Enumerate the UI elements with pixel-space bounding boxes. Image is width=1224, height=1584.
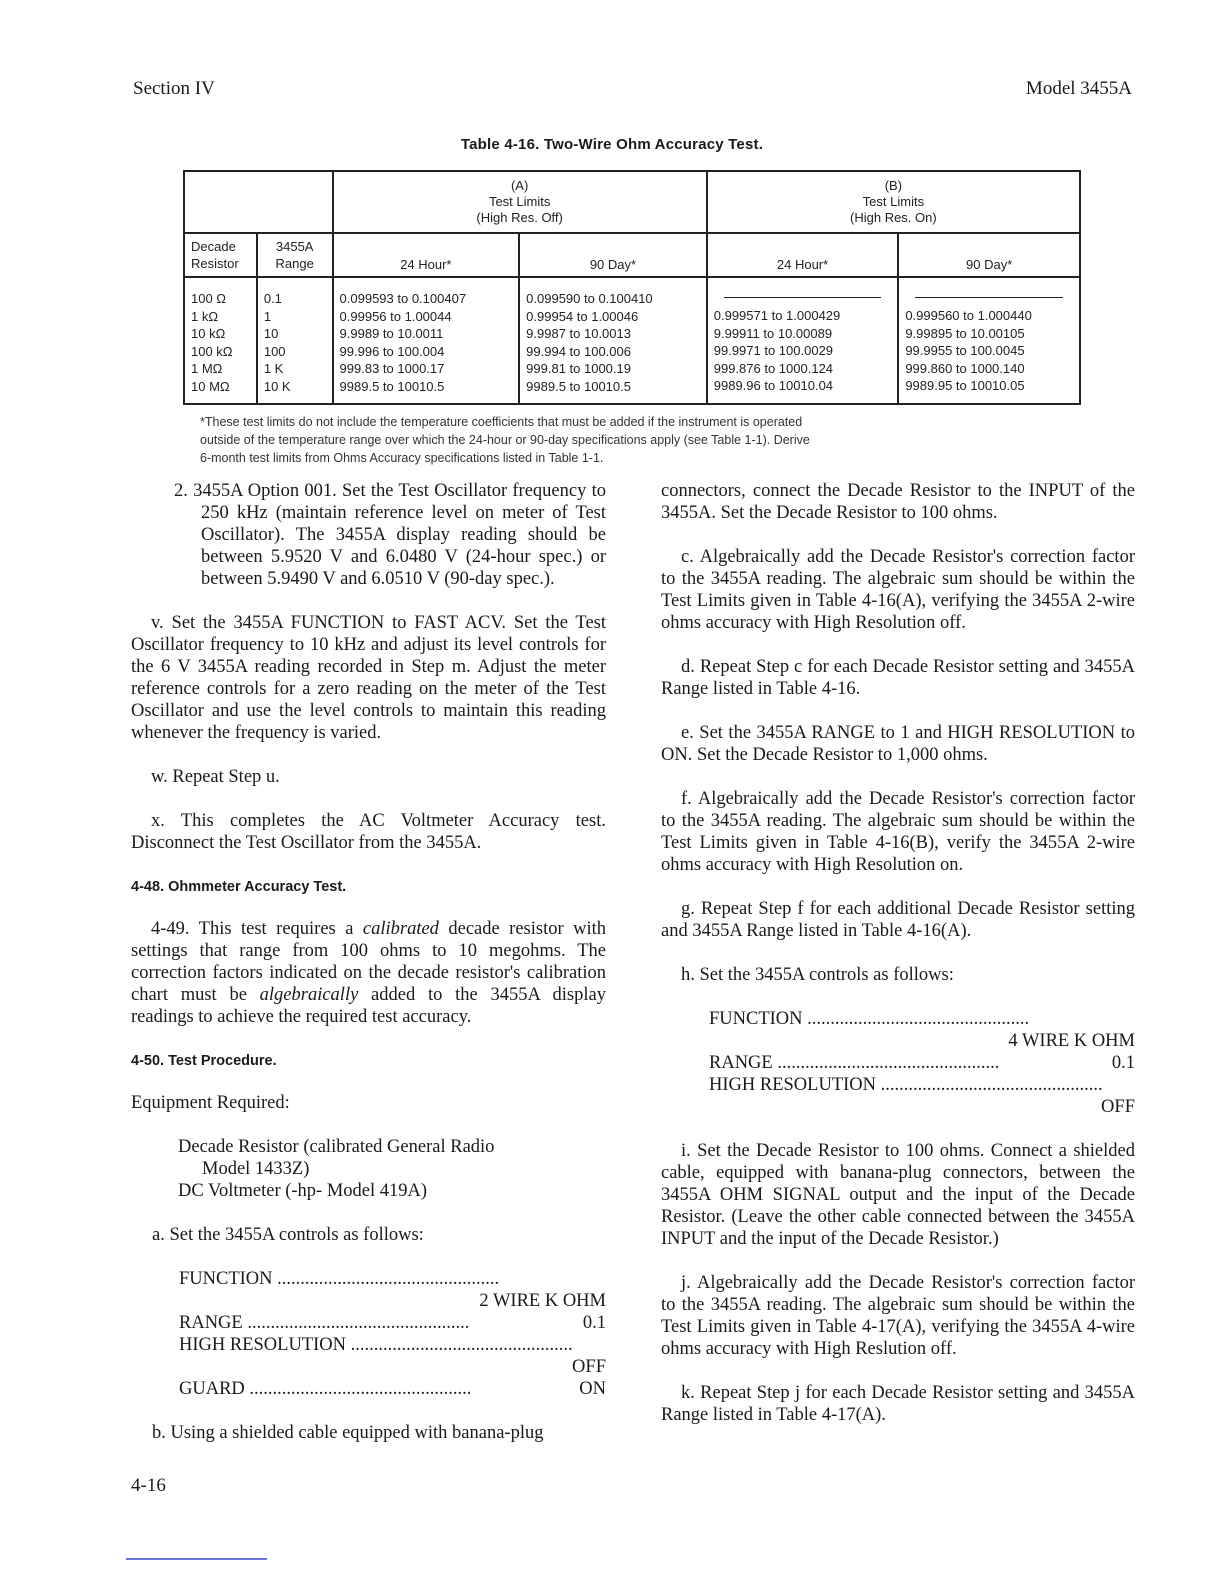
step-w-paragraph: w. Repeat Step u. xyxy=(151,767,280,787)
group-b-header: (B) Test Limits (High Res. On) xyxy=(707,171,1080,233)
decade-resistor-header: Decade Resistor xyxy=(184,233,257,277)
b-24-hour-column: 0.999571 to 1.000429 9.99911 to 10.00089 99.9971 to 100.0029 999.876 to 1000.124 9989.96 to 10010.04 xyxy=(707,277,899,404)
step-x-paragraph: x. This completes the AC Voltmeter Accuracy test. Disconnect the Test Oscillator from the 3455A. xyxy=(131,811,606,853)
step-c-paragraph: c. Algebraically add the Decade Resistor's correction factor to the 3455A reading. The algebraic sum should be within the Test Limits given in Table 4-16(A), verifying the 3455A 2-wire ohms accuracy with High Resolution off. xyxy=(661,547,1135,633)
a-24-hour-column: 0.099593 to 0.100407 0.99956 to 1.00044 9.9989 to 10.0011 99.996 to 100.004 999.83 to 1000.17 9989.5 to 10010.5 xyxy=(333,277,520,404)
not-applicable-dash xyxy=(724,297,880,298)
step-f-paragraph: f. Algebraically add the Decade Resistor's correction factor to the 3455A reading. The algebraic sum should be within the Test Limits given in Table 4-16(B), verify the 3455A 2-wire ohms accuracy with High Resolution on. xyxy=(661,789,1135,875)
a-90-day-header: 90 Day* xyxy=(519,233,707,277)
step-e-paragraph: e. Set the 3455A RANGE to 1 and HIGH RESOLUTION to ON. Set the Decade Resistor to 1,000 ohms. xyxy=(661,723,1135,765)
setting-row: FUNCTION ................................................ 4 WIRE K OHM xyxy=(709,1009,1135,1051)
setting-row: RANGE ................................................ 0.1 xyxy=(709,1053,1135,1073)
a-90-day-column: 0.099590 to 0.100410 0.99954 to 1.00046 9.9987 to 10.0013 99.994 to 100.006 999.81 to 1000.19 9989.5 to 10010.5 xyxy=(519,277,707,404)
page-number: 4-16 xyxy=(131,1475,166,1496)
step-i-paragraph: i. Set the Decade Resistor to 100 ohms. Connect a shielded cable, equipped with banana-plug connectors, between the 3455A OHM SIGNAL output and the input of the Decade Resistor. (Leave the other cable connected between the 3455A INPUT and the input of the Decade Resistor.) xyxy=(661,1141,1135,1249)
setting-row: FUNCTION ................................................ 2 WIRE K OHM xyxy=(179,1269,606,1311)
left-column xyxy=(131,480,606,1466)
right-column xyxy=(661,480,1135,1448)
heading-4-48: 4-48. Ohmmeter Accuracy Test. xyxy=(131,879,347,895)
ohm-accuracy-table xyxy=(183,170,1081,405)
decade-resistor-column: 100 Ω 1 kΩ 10 kΩ 100 kΩ 1 MΩ 10 MΩ xyxy=(184,277,257,404)
heading-4-50: 4-50. Test Procedure. xyxy=(131,1053,277,1069)
step-g-paragraph: g. Repeat Step f for each additional Decade Resistor setting and 3455A Range listed in Table 4-16(A). xyxy=(661,899,1135,941)
step-b-continued-paragraph: connectors, connect the Decade Resistor to the INPUT of the 3455A. Set the Decade Resistor to 100 ohms. xyxy=(661,481,1135,523)
setting-row: HIGH RESOLUTION ................................................ OFF xyxy=(179,1335,606,1377)
b-24-hour-header: 24 Hour* xyxy=(707,233,899,277)
b-90-day-column: 0.999560 to 1.000440 9.99895 to 10.00105 99.9955 to 100.0045 999.860 to 1000.140 9989.95 to 10010.05 xyxy=(898,277,1080,404)
paragraph-4-49: 4-49. This test requires a calibrated decade resistor with settings that range from 100 ohms to 10 megohms. The correction factors indicated on the decade resistor's calibration chart must be algebraically added to the 3455A display readings to achieve the required test accuracy. xyxy=(131,919,606,1027)
model-label: Model 3455A xyxy=(1025,78,1132,99)
range-column: 0.1 1 10 100 1 K 10 K xyxy=(257,277,333,404)
step-h-paragraph: h. Set the 3455A controls as follows: xyxy=(681,965,954,985)
step-2-paragraph: 2. 3455A Option 001. Set the Test Oscillator frequency to 250 kHz (maintain reference level on meter of Test Oscillator). The 3455A display reading should be between 5.9520 V and 6.0480 V (24-hour spec.) or between 5.9490 V and 6.0510 V (90-day spec.). xyxy=(174,481,606,589)
table-title: Table 4-16. Two-Wire Ohm Accuracy Test. xyxy=(460,136,764,153)
accent-line xyxy=(126,1558,267,1560)
table-footnote: *These test limits do not include the temperature coefficients that must be added if the instrument is operated outside of the temperature range over which the 24-hour or 90-day specifications apply (see Table 1-1). Derive 6-month test limits from Ohms Accuracy specifications listed in Table 1-1. xyxy=(200,415,810,465)
settings-list-h xyxy=(709,1008,1135,1118)
b-90-day-header: 90 Day* xyxy=(898,233,1080,277)
step-j-paragraph: j. Algebraically add the Decade Resistor's correction factor to the 3455A reading. The algebraic sum should be within the Test Limits given in Table 4-17(A), verifying the 3455A 4-wire ohms accuracy with High Reslution off. xyxy=(661,1273,1135,1359)
step-v-paragraph: v. Set the 3455A FUNCTION to FAST ACV. Set the Test Oscillator frequency to 10 kHz and adjust its level controls for the 6 V 3455A reading recorded in Step m. Adjust the meter reference controls for a zero reading on the meter of the Test Oscillator and use the level controls to maintain this reading whenever the frequency is varied. xyxy=(131,613,606,743)
step-b-paragraph: b. Using a shielded cable equipped with banana-plug xyxy=(152,1423,544,1443)
settings-list-a xyxy=(179,1268,606,1400)
group-a-header: (A) Test Limits (High Res. Off) xyxy=(333,171,707,233)
not-applicable-dash xyxy=(915,297,1063,298)
equipment-label: Equipment Required: xyxy=(131,1093,290,1113)
step-k-paragraph: k. Repeat Step j for each Decade Resistor setting and 3455A Range listed in Table 4-17(A). xyxy=(661,1383,1135,1425)
step-a-paragraph: a. Set the 3455A controls as follows: xyxy=(152,1225,424,1245)
section-label: Section IV xyxy=(133,78,215,99)
step-d-paragraph: d. Repeat Step c for each Decade Resistor setting and 3455A Range listed in Table 4-16. xyxy=(661,657,1135,699)
setting-row: RANGE ................................................ 0.1 xyxy=(179,1313,606,1333)
a-24-hour-header: 24 Hour* xyxy=(333,233,520,277)
equipment-list: Decade Resistor (calibrated General Radio Model 1433Z) DC Voltmeter (-hp- Model 419A) xyxy=(178,1137,495,1201)
setting-row: HIGH RESOLUTION ................................................ OFF xyxy=(709,1075,1135,1117)
setting-row: GUARD ................................................ ON xyxy=(179,1379,606,1399)
table-corner-cell xyxy=(184,171,333,233)
range-header: 3455A Range xyxy=(257,233,333,277)
